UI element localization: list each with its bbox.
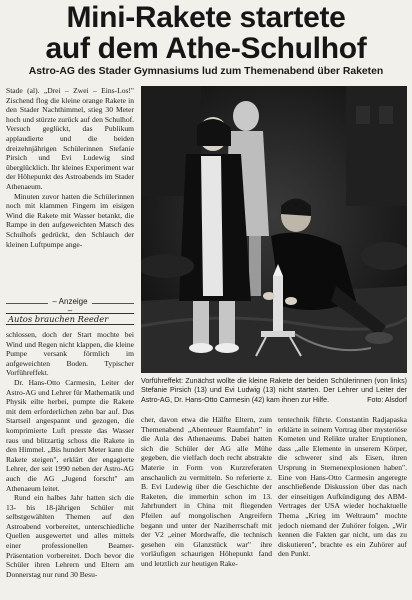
article-paragraph: cher, davon etwa die Hälfte Eltern, zum Themenabend „Abenteuer Raumfahrt" in die Aula des Athenaeums. Dabei hatten sich die Schüler der AG alle Mühe gegeben, die vielfach doch recht abstrakte Materie in Form von Kurzreferaten anschaulich zu vermitteln. So referierte z. B. Evi Ludewig über die Geschichte der Raketen, die immerhin schon im 13. Jahrhundert in China mit fliegenden Pfeilen auf mongolischen Angreifern begann und unter der Naziherrschaft mit der V2 „einer Mordwaffe, die technisch gesehen ein Glanzstück war" ihre vorläufigen schaurigen Höhepunkt fand und letztlich zur heutigen Rake- — [141, 415, 272, 568]
news-photo — [141, 86, 407, 373]
article-column-left-bottom — [6, 330, 134, 598]
article-paragraph: tentechnik führte. Constantin Radjapaska erklärte in seinem Vortrag über mysteriöse Kometen und Relikte uralter Eruptionen, dass „alle Elemente in unserem Körper, die schwerer sind als Eisen, ihren Ursprung in Sternenexplosionen haben". Eine von Hans-Otto Carmesin angeregte anschließende Diskussion über das nach der einseitigen Aufkündigung des ABM-Vertrages der USA wieder hochaktuelle Thema „Krieg im Weltraum" mochte jedoch niemand der Zuhörer folgen. „Wir kennen die Fakten gar nicht, um das zu diskutieren", brachte es ein Zuhörer auf den Punkt. — [278, 415, 407, 559]
advertisement-box — [6, 313, 134, 325]
article-column-left-top — [6, 86, 134, 286]
headline — [6, 2, 406, 64]
photo-illustration — [141, 86, 407, 373]
advertisement-label: – Anzeige – — [52, 297, 88, 315]
article-column-right — [278, 415, 407, 598]
caption-text: Vorführeffekt: Zunächst wollte die kleine Rakete der beiden Schülerinnen (von links) Stefanie Pirsich (13) und Evi Ludwig (13) nicht starten. Der Lehrer und Leiter der Astro-AG, Dr. Hans-Otto Carmesin (42) kam ihnen zur Hilfe. — [141, 377, 407, 404]
headline-line-2: auf dem Athe-Schulhof — [45, 32, 367, 65]
article-paragraph: schlossen, doch der Start mochte bei Wind und Regen nicht klappen, die kleine Pumpe versank förmlich im aufgeweichten Boden. Typischer Vorführeffekt. — [6, 330, 134, 378]
headline-line-1: Mini-Rakete startete — [66, 1, 346, 34]
article-column-middle — [141, 415, 272, 598]
article-paragraph: Dr. Hans-Otto Carmesin, Leiter der Astro-AG und Lehrer für Mathematik und Physik eilte herbei, pumpte die Rakete mit dem erforderlichen zehn bar auf. Das Startseil angespannt und gezogen, die komprimierte Luft presste das Wasser raus und blitzartig schoss die Rakete in den Himmel. „Bis hundert Meter kann die Rakete steigen", erklärt der engagierte Lehrer, der seit 1990 neben der Astro-AG auch die AG „Jugend forscht" am Athenaeum leitet. — [6, 377, 134, 493]
advertisement-text: Autos brauchen Reeder — [8, 314, 109, 324]
advertisement-marker — [6, 297, 134, 315]
photo-credit: Foto: Alsdorf — [367, 395, 407, 404]
article-paragraph: Minuten zuvor hatten die Schülerinnen noch mit klammen Fingern im eisigen Wind die Rakete mit Wasser betankt, die Rampe in den aufgeweichten Matsch des Schulhofs gedrückt, den Schlauch der kleinen Luftpumpe ange- — [6, 191, 134, 249]
article-paragraph: Rund ein halbes Jahr hatten sich die 13- bis 18-jährigen Schüler mit selbstgewählten Themen auf den Astroabend vorbereitet, unterschiedliche Quellen ausgewertet und alles mittels einer professionellen Beamer-Präsentation vorbereitet. Doch bevor die Schüler ihren Lehrern und Eltern am Donnerstag nur rund 30 Besu- — [6, 493, 134, 579]
divider — [92, 303, 134, 304]
subheadline: Astro-AG des Stader Gymnasiums lud zum Themenabend über Raketen — [28, 66, 384, 77]
divider — [6, 303, 48, 304]
photo-caption — [141, 377, 407, 405]
article-paragraph: Stade (al). „Drei – Zwei – Eins-Los!" Zischend flog die kleine orange Rakete in den Stader Nachthimmel, stieg 30 Meter hoch und stürzte zurück auf den Schulhof. Versuch geglückt, das Publikum applaudierte und die beiden dreizehnjährigen Schülerinnen Stefanie Pirsich und Evi Ludewig sind überglücklich. Ihr kleines Experiment war der Höhepunkt des Astroabends im Stader Athenaeum. — [6, 86, 134, 191]
